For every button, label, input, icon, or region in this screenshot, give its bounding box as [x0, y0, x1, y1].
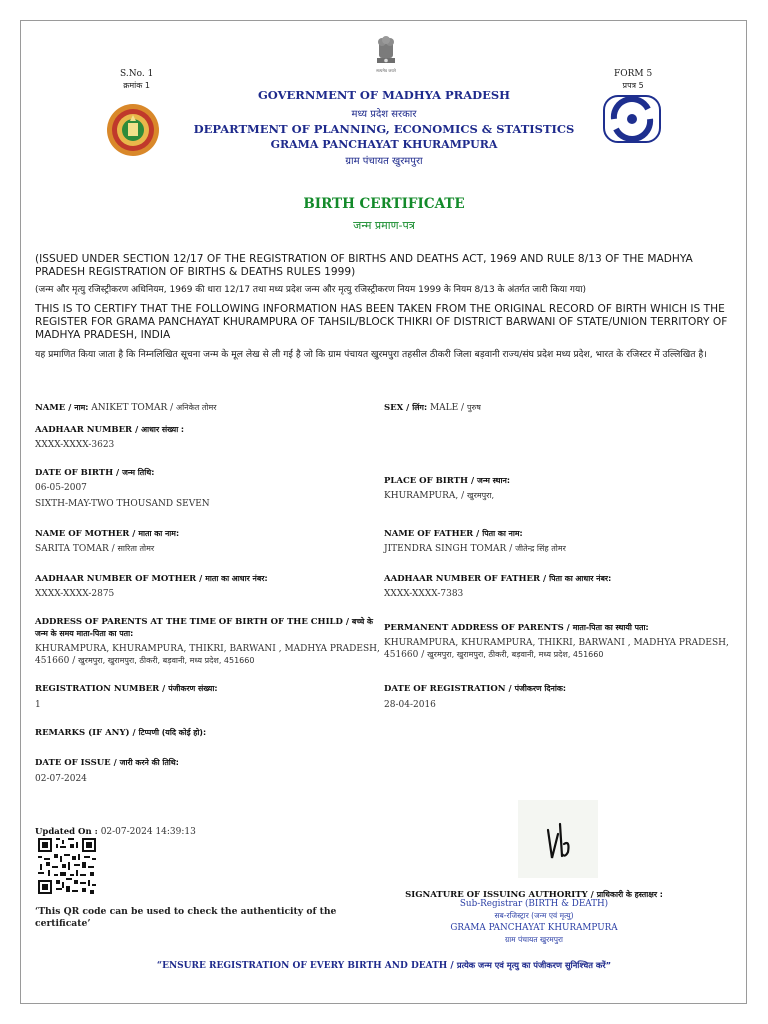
date-of-birth-field: DATE OF BIRTH / जन्म तिथि: 06-05-2007 SIXTH-MAY-TWO THOUSAND SEVEN	[35, 468, 210, 509]
certificate-border	[20, 20, 747, 1004]
government-title-hindi: मध्य प्रदेश सरकार	[351, 109, 417, 120]
department-title: DEPARTMENT OF PLANNING, ECONOMICS & STATISTICS	[193, 122, 575, 136]
footer-slogan: “ENSURE REGISTRATION OF EVERY BIRTH AND DEATH / प्रत्येक जन्म एवं मृत्यु का पंजीकरण सुनिश्चित करें”	[156, 960, 612, 971]
issued-under-text: (ISSUED UNDER SECTION 12/17 OF THE REGISTRATION OF BIRTHS AND DEATHS ACT, 1969 AND RULE 8/13 OF THE MADHYA PRADESH REGISTRATION OF BIRTHS & DEATHS RULES 1999)	[35, 253, 693, 278]
qr-code-icon	[38, 838, 96, 894]
issuing-authority: Sub-Registrar (BIRTH & DEATH) सब-रजिस्ट्रार (जन्म एवं मृत्यु) GRAMA PANCHAYAT KHURAMPURA ग्राम पंचायत खुरमपुरा	[450, 899, 618, 944]
father-aadhaar-field: AADHAAR NUMBER OF FATHER / पिता का आधार नंबर: XXXX-XXXX-7383	[384, 574, 612, 599]
place-of-birth-field: PLACE OF BIRTH / जन्म स्थान: KHURAMPURA, / खुरमपुरा,	[384, 476, 510, 501]
qr-code-note: ‘This QR code can be used to check the authenticity of the certificate’	[35, 906, 337, 929]
permanent-address-field: PERMANENT ADDRESS OF PARENTS / माता-पिता का स्थायी पता: KHURAMPURA, KHURAMPURA, THIKRI, BARWANI , MADHYA PRADESH, 451660 / खुरमपुरा, खुरामपुरा, ठीकरी, बड़वानी, मध्य प्रदेश, 451660	[384, 623, 729, 660]
national-emblem-icon	[373, 36, 399, 76]
panchayat-title-hindi: ग्राम पंचायत खुरमपुरा	[345, 156, 423, 167]
sex-field: SEX / लिंग: MALE / पुरुष	[384, 403, 481, 413]
aadhaar-field: AADHAAR NUMBER / आधार संख्या : XXXX-XXXX-3623	[35, 425, 185, 450]
registration-date-field: DATE OF REGISTRATION / पंजीकरण दिनांक: 28-04-2016	[384, 684, 566, 710]
signature-label: SIGNATURE OF ISSUING AUTHORITY / प्राधिकारी के हस्ताक्षर :	[405, 890, 663, 900]
mother-name-field: NAME OF MOTHER / माता का नाम: SARITA TOMAR / सारिता तोमर	[35, 529, 180, 554]
form-number: FORM 5 प्रपत्र 5	[614, 69, 653, 90]
panchayat-title: GRAMA PANCHAYAT KHURAMPURA	[270, 138, 498, 151]
issued-under-text-hindi: (जन्म और मृत्यु रजिस्ट्रीकरण अधिनियम, 1969 की धारा 12/17 तथा मध्य प्रदेश जन्म और मृत्यु रजिस्ट्रीकरण नियम 1999 के नियम 8/13 के अंतर्गत जारी किया गया)	[35, 285, 587, 295]
certificate-title-hindi: जन्म प्रमाण-पत्र	[353, 219, 415, 232]
signature-image	[518, 800, 598, 878]
mother-aadhaar-field: AADHAAR NUMBER OF MOTHER / माता का आधार नंबर: XXXX-XXXX-2875	[35, 574, 268, 599]
certify-text: THIS IS TO CERTIFY THAT THE FOLLOWING INFORMATION HAS BEEN TAKEN FROM THE ORIGINAL RECORD OF BIRTH WHICH IS THE REGISTER FOR GRAMA PANCHAYAT KHURAMPURA OF TAHSIL/BLOCK THIKRI OF DISTRICT BARWANI OF STATE/UNION TERRITORY OF MADHYA PRADESH, INDIA	[35, 303, 728, 341]
name-field: NAME / नाम: ANIKET TOMAR / अनिकेत तोमर	[35, 403, 217, 413]
certify-text-hindi: यह प्रमाणित किया जाता है कि निम्नलिखित सूचना जन्म के मूल लेख से ली गई है जो कि ग्राम पंचायत खुरमपुरा तहसील ठीकरी जिला बड़वानी राज्य/संघ प्रदेश मध्य प्रदेश, भारत के रजिस्टर में उल्लिखित है।	[35, 349, 707, 360]
emblem-motto: सत्यमेव जयते	[376, 68, 396, 73]
updated-on: Updated On : 02-07-2024 14:39:13	[35, 827, 196, 837]
issue-date-field: DATE OF ISSUE / जारी करने की तिथि: 02-07-2024	[35, 758, 179, 784]
registration-number-field: REGISTRATION NUMBER / पंजीकरण संख्या: 1	[35, 684, 218, 710]
remarks-field: REMARKS (IF ANY) / टिप्पणी (यदि कोई हो):	[35, 728, 207, 738]
government-title: GOVERNMENT OF MADHYA PRADESH	[257, 88, 511, 102]
certificate-title: BIRTH CERTIFICATE	[303, 196, 465, 212]
serial-number: S.No. 1 क्रमांक 1	[120, 69, 154, 90]
birth-address-field: ADDRESS OF PARENTS AT THE TIME OF BIRTH OF THE CHILD / बच्चे के जन्म के समय माता-पिता का पता: KHURAMPURA, KHURAMPURA, THIKRI, BARWANI , MADHYA PRADESH, 451660 / खुरमपुरा, खुरामपुरा, ठीकरी, बड़वानी, मध्य प्रदेश, 451660	[35, 617, 380, 666]
father-name-field: NAME OF FATHER / पिता का नाम: JITENDRA SINGH TOMAR / जीतेन्द्र सिंह तोमर	[384, 529, 566, 554]
